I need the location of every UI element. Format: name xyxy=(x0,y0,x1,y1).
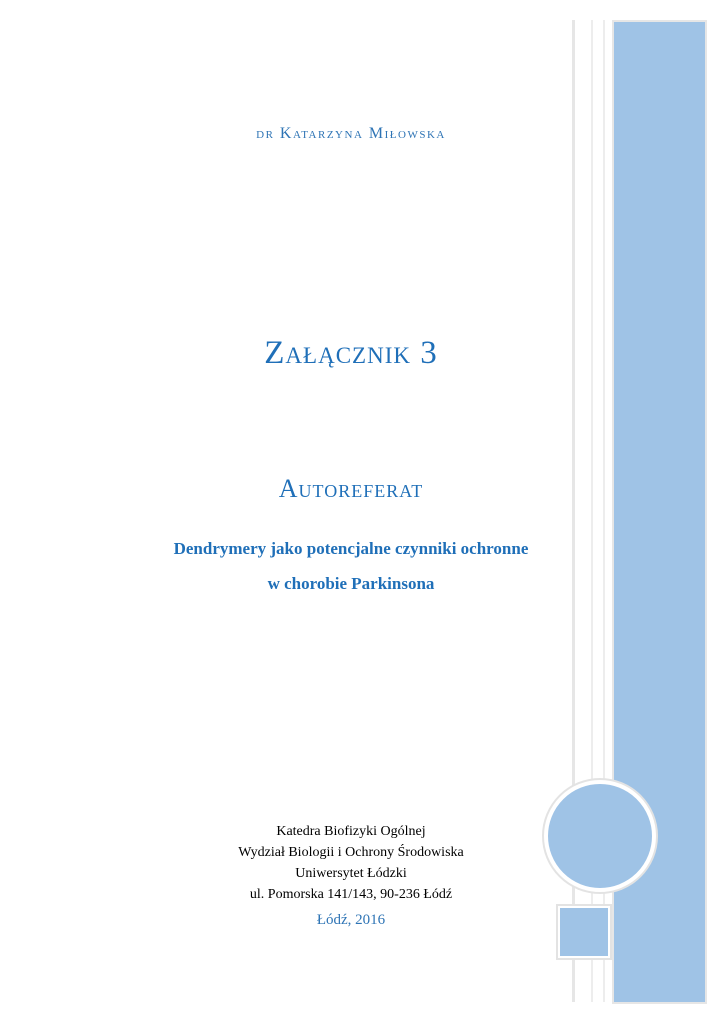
author-name: dr Katarzyna Miłowska xyxy=(256,125,446,142)
affiliation-faculty: Wydział Biologii i Ochrony Środowiska xyxy=(238,845,464,860)
place-date: Łódź, 2016 xyxy=(316,912,386,928)
decorative-circle xyxy=(544,780,656,892)
document-title: Załącznik 3 xyxy=(264,335,438,371)
affiliation-block xyxy=(150,821,552,905)
topic-line-2: w chorobie Parkinsona xyxy=(267,574,435,593)
affiliation-address: ul. Pomorska 141/143, 90-236 Łódź xyxy=(249,887,453,902)
document-subtitle: Autoreferat xyxy=(278,474,424,503)
affiliation-department: Katedra Biofizyki Ogólnej xyxy=(276,824,426,839)
topic-line-1: Dendrymery jako potencjalne czynniki ochronne xyxy=(173,539,529,558)
decorative-square xyxy=(560,908,608,956)
affiliation-university: Uniwersytet Łódzki xyxy=(295,866,407,881)
